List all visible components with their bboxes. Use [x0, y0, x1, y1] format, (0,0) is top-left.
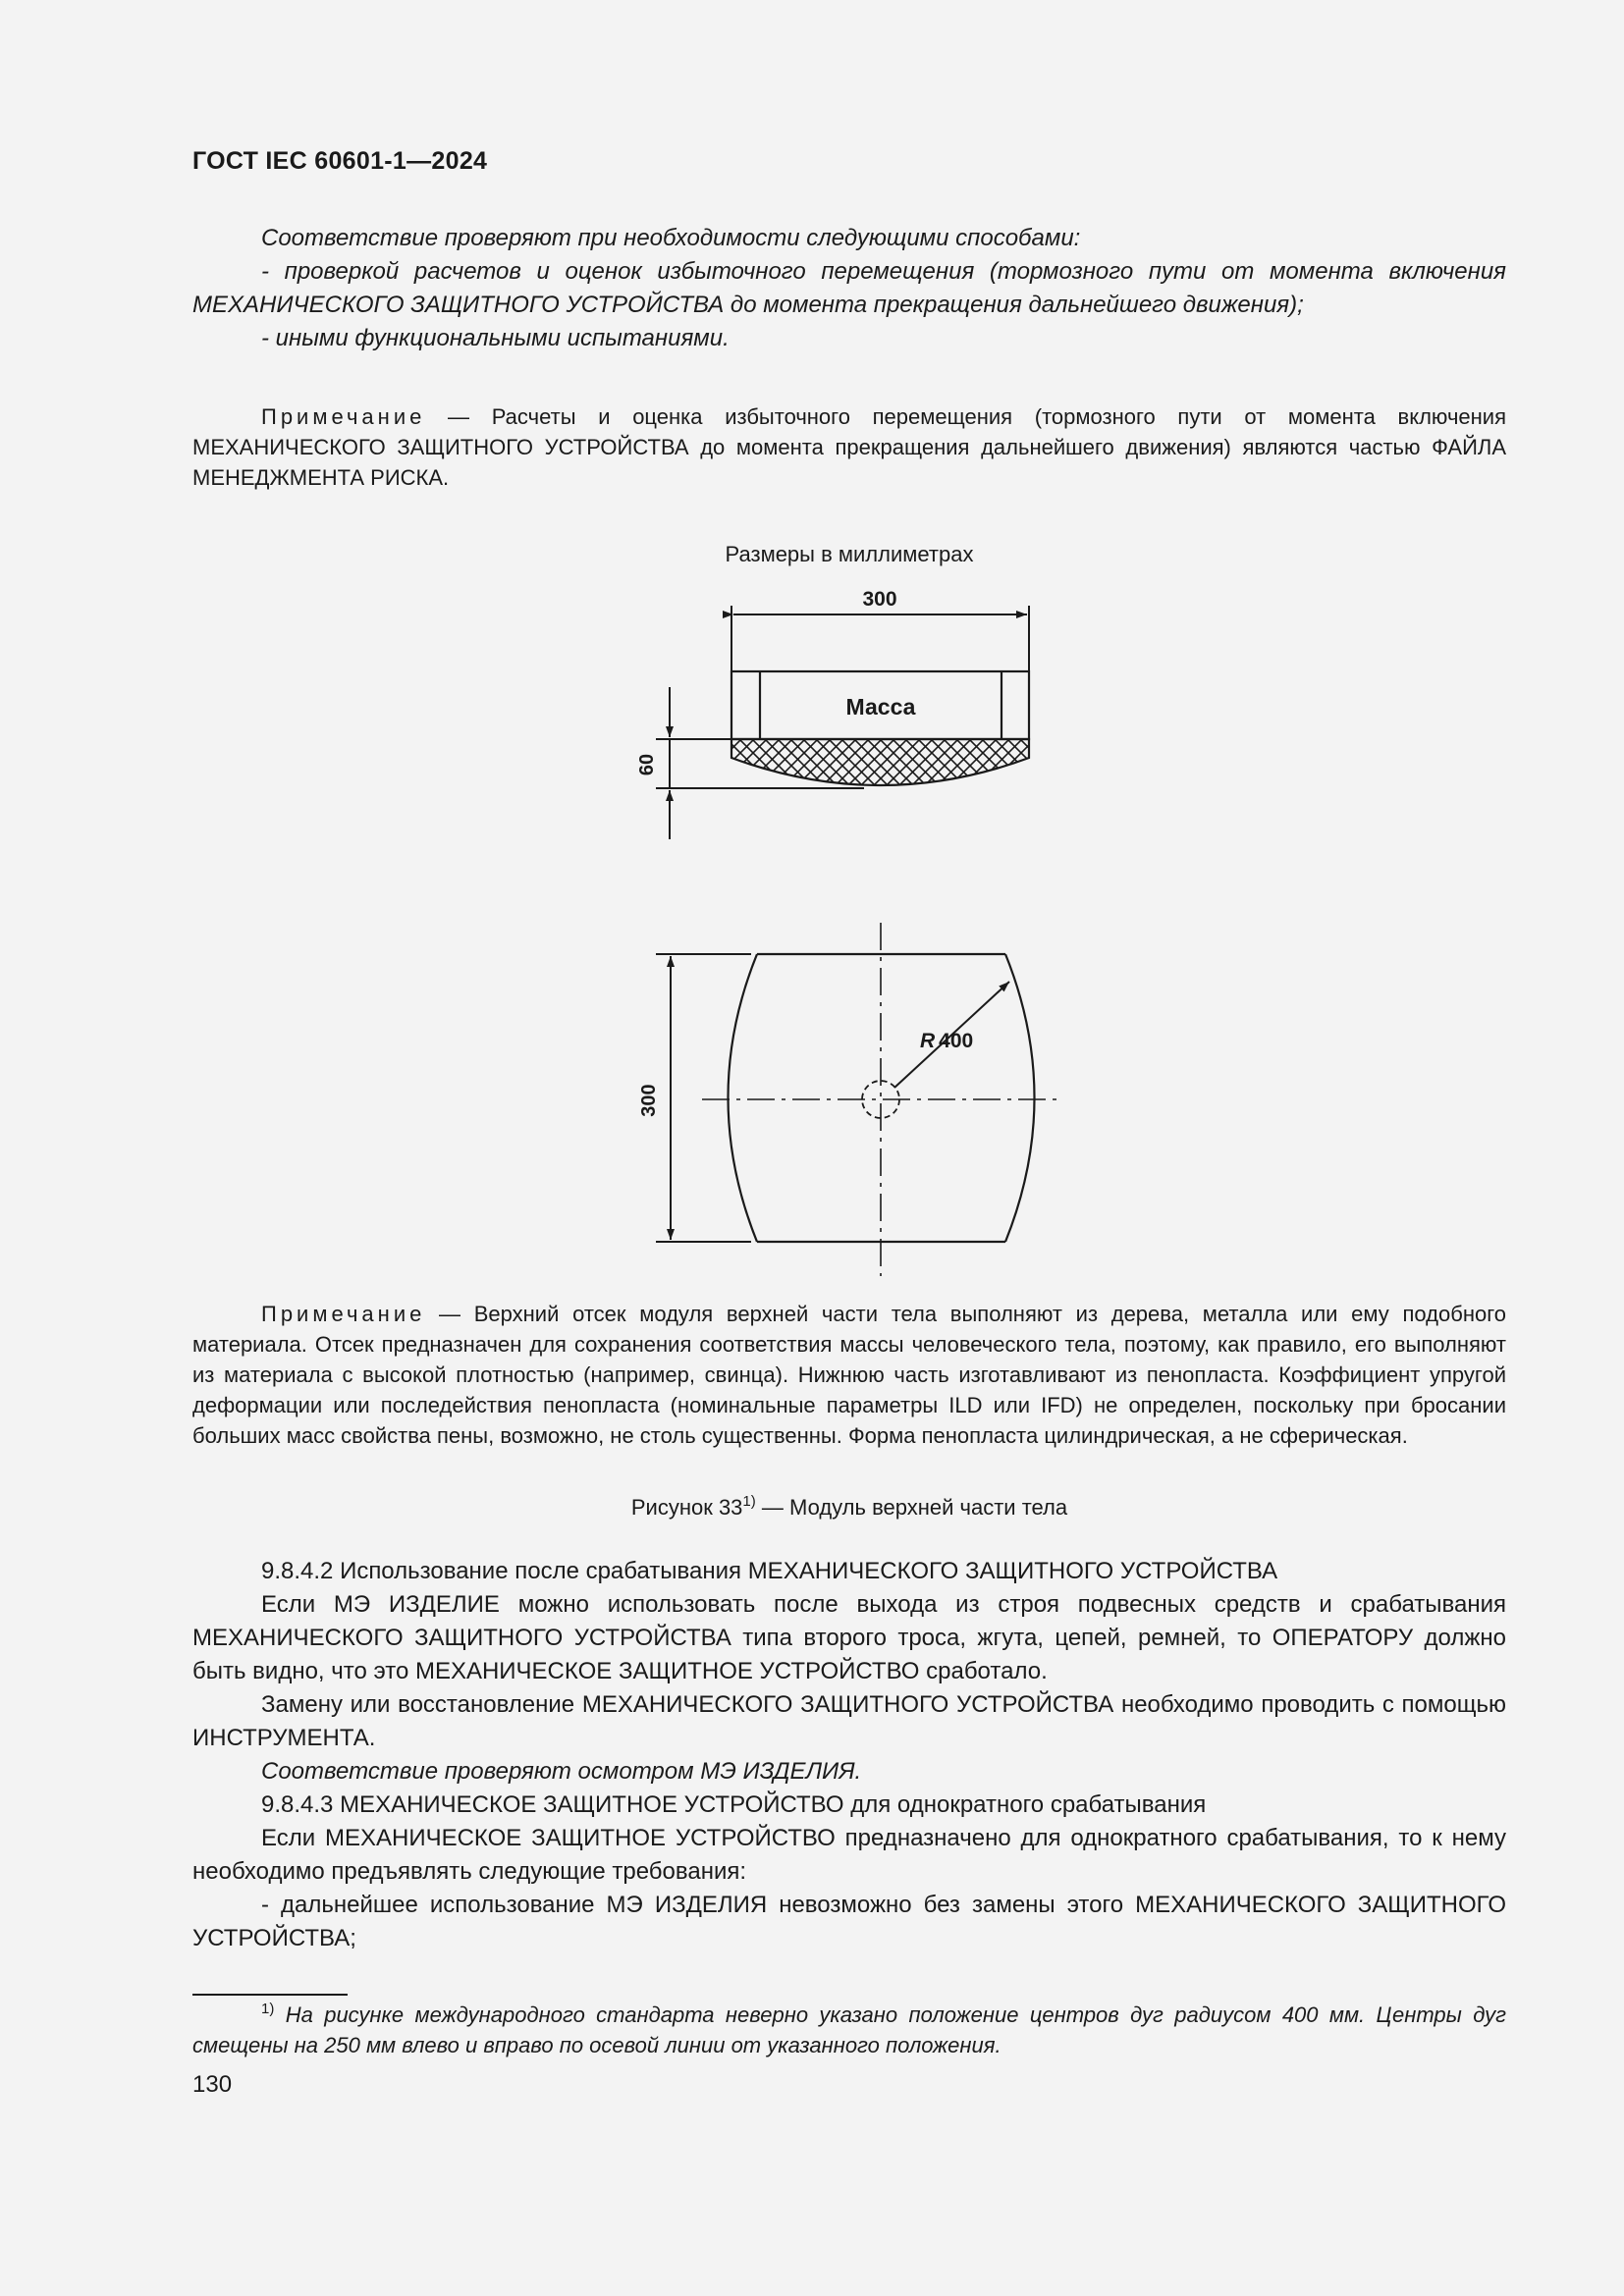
section-9-8-4-2-para-2: Замену или восстановление МЕХАНИЧЕСКОГО ЗАЩИТНОГО УСТРОЙСТВА необходимо проводить с помощью ИНСТРУМЕНТА. — [192, 1691, 1506, 1751]
figure-caption-footnote-ref: 1) — [742, 1493, 756, 1510]
section-9-8-4-2-para-1: Если МЭ ИЗДЕЛИЕ можно использовать после выхода из строя подвесных средств и срабатывания МЕХАНИЧЕСКОГО ЗАЩИТНОГО УСТРОЙСТВА типа второго троса, жгута, цепей, ремней, то ОПЕРАТОРУ должно быть видно, что это МЕХАНИЧЕСКОЕ ЗАЩИТНОЕ УСТРОЙСТВО сработало. — [192, 1591, 1506, 1684]
height-dimension-label: 60 — [636, 753, 658, 776]
section-9-8-4-3-para-1: Если МЕХАНИЧЕСКОЕ ЗАЩИТНОЕ УСТРОЙСТВО предназначено для однократного срабатывания, то к нему необходимо предъявлять следующие требования: — [192, 1825, 1506, 1885]
figure-caption-prefix: Рисунок 33 — [630, 1495, 743, 1520]
page-number: 130 — [192, 2071, 233, 2098]
compliance-item-2: - иными функциональными испытаниями. — [261, 325, 730, 351]
section-9-8-4-2-compliance: Соответствие проверяют осмотром МЭ ИЗДЕЛИЯ. — [261, 1758, 862, 1785]
note-1-text: — Расчеты и оценка избыточного перемещения (тормозного пути от момента включения МЕХАНИЧЕСКОГО ЗАЩИТНОГО УСТРОЙСТВА до момента прекращения дальнейшего движения) являются частью ФАЙЛА МЕНЕДЖМЕНТА РИСКА. — [192, 404, 1506, 490]
footnote-separator — [192, 1994, 348, 1996]
section-9-8-4-3-heading: 9.8.4.3 МЕХАНИЧЕСКОЕ ЗАЩИТНОЕ УСТРОЙСТВО для однократного срабатывания — [261, 1791, 1207, 1818]
footnote-text: На рисунке международного стандарта неверно указано положение центров дуг радиусом 400 мм. Центры дуг смещены на 250 мм влево и вправо по осевой линии от указанного положения. — [192, 2002, 1506, 2057]
section-9-8-4-2-heading: 9.8.4.2 Использование после срабатывания МЕХАНИЧЕСКОГО ЗАЩИТНОГО УСТРОЙСТВА — [261, 1558, 1278, 1584]
side-dimension — [656, 954, 751, 1242]
section-9-8-4-3-item-1: - дальнейшее использование МЭ ИЗДЕЛИЯ невозможно без замены этого МЕХАНИЧЕСКОГО ЗАЩИТНОГО УСТРОЙСТВА; — [192, 1892, 1506, 1951]
radius-label — [920, 1030, 973, 1052]
standard-header: ГОСТ IEC 60601-1—2024 — [192, 147, 488, 175]
mass-label: Масса — [845, 694, 916, 720]
figure-units-caption: Размеры в миллиметрах — [725, 542, 974, 566]
note-1-label: Примечание — [261, 404, 426, 429]
radius-value: 400 — [939, 1030, 974, 1052]
footnote-marker: 1) — [261, 2001, 275, 2017]
center-lines — [702, 923, 1060, 1276]
figure-note — [192, 1299, 1506, 1451]
figure-note-text: — Верхний отсек модуля верхней части тела выполняют из дерева, металла или ему подобного материала. Отсек предназначен для сохранения соответствия массы человеческого тела, поэтому, как правило, его выполняют из материала с высокой плотностью (например, свинца). Нижнюю часть изготавливают из пенопласта. Коэффициент упругой деформации или последействия пенопласта (номинальные параметры ILD или IFD) не определен, поскольку при бросании больших масс свойства пены, возможно, не столь существенны. Форма пенопласта цилиндрическая, а не сферическая. — [192, 1302, 1506, 1448]
side-dimension-label: 300 — [638, 1084, 660, 1117]
width-dimension — [731, 606, 1029, 671]
radius-prefix: R — [920, 1030, 936, 1052]
figure-note-label: Примечание — [261, 1302, 426, 1326]
figure-caption-suffix: — Модуль верхней части тела — [755, 1495, 1068, 1520]
compliance-intro: Соответствие проверяют при необходимости следующими способами: — [261, 225, 1081, 251]
section-9-8-4-2 — [192, 1555, 1506, 1955]
footnote — [192, 2000, 1506, 2060]
width-dimension-label: 300 — [862, 588, 897, 611]
compliance-item-1: - проверкой расчетов и оценок избыточного перемещения (тормозного пути от момента включения МЕХАНИЧЕСКОГО ЗАЩИТНОГО УСТРОЙСТВА до момента прекращения дальнейшего движения); — [192, 258, 1506, 318]
figure-caption — [192, 1492, 1506, 1522]
foam-hatched-section — [731, 739, 1029, 785]
